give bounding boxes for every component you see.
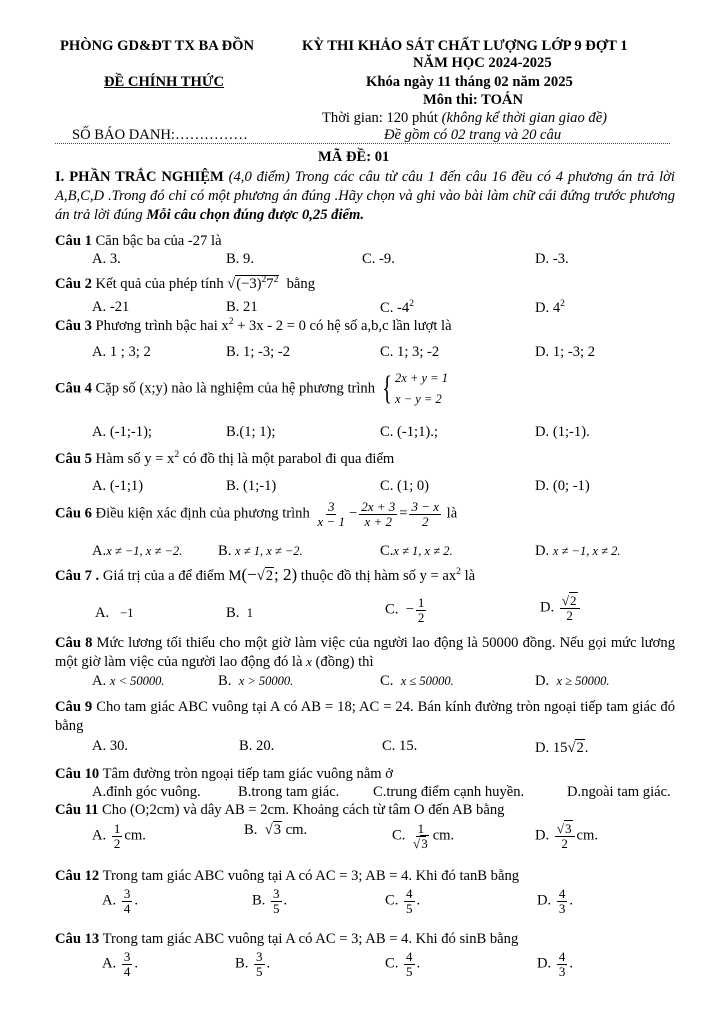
q9-option-a[interactable]: A. 30. xyxy=(92,738,129,754)
q7-option-c[interactable]: C. − $\frac{1}{2}$ xyxy=(385,595,425,625)
q4-option-c[interactable]: C. (-1;1).; xyxy=(380,424,438,440)
fraction: $\frac{3}{4}$ xyxy=(123,886,131,916)
equation-system: 2x + y = 1 x − y = 2 xyxy=(395,371,448,407)
question-10: Câu 10 Tâm đường tròn ngoại tiếp tam giác vuông nằm ở xyxy=(55,766,394,782)
q13-option-b[interactable]: B. $\frac{3}{5}$ . xyxy=(235,949,271,979)
q2-option-a[interactable]: A. -21 xyxy=(92,299,130,315)
q4-option-d[interactable]: D. (1;-1). xyxy=(535,424,590,440)
fraction: $\frac{3 - x}{2}$ xyxy=(411,499,440,529)
fraction: $\frac{4}{5}$ xyxy=(406,949,413,979)
pages-note: Đề gồm có 02 trang và 20 câu xyxy=(384,127,562,143)
time-allowed: Thời gian: 120 phút (không kể thời gian giao đề) xyxy=(322,110,608,126)
q6-option-d[interactable]: D. x ≠ −1, x ≠ 2. xyxy=(535,543,621,559)
q4-option-a[interactable]: A. (-1;-1); xyxy=(92,424,152,440)
q6-option-a[interactable]: A.x ≠ −1, x ≠ −2. xyxy=(92,543,183,559)
question-2: Câu 2 Kết quả của phép tính $√(-3)^27^2$ bằng xyxy=(55,275,315,292)
q13-option-a[interactable]: A. $\frac{3}{4}$ . xyxy=(102,949,139,979)
department-name: PHÒNG GD&ĐT TX BA ĐỒN xyxy=(60,38,255,54)
fraction: $\frac{3}{4}$ xyxy=(123,949,131,979)
q10-option-d[interactable]: D.ngoài tam giác. xyxy=(567,784,671,800)
q5-option-c[interactable]: C. (1; 0) xyxy=(380,478,430,494)
fraction: $\frac{√3}{2}$ xyxy=(555,822,575,850)
q12-option-d[interactable]: D. $\frac{4}{3}$ . xyxy=(537,886,574,916)
q13-option-d[interactable]: D. $\frac{4}{3}$ . xyxy=(537,949,574,979)
question-7: Câu 7 . Giá trị của a để điểm M(−√2; 2) thuộc đồ thị hàm số $y = ax^2$ là xyxy=(55,565,476,584)
q3-option-d[interactable]: D. 1; -3; 2 xyxy=(535,344,595,360)
q12-option-c[interactable]: C. $\frac{4}{5}$ . xyxy=(385,886,421,916)
q6-option-b[interactable]: B. x ≠ 1, x ≠ −2. xyxy=(218,543,303,559)
fraction: $\frac{1}{2}$ xyxy=(113,821,121,851)
question-4: Câu 4 Cặp số (x;y) nào là nghiệm của hệ phương trình { 2x + y = 1 x − y = 2 xyxy=(55,368,448,411)
q11-option-d[interactable]: D. $\frac{√3}{2}$ cm. xyxy=(535,821,598,851)
exam-code: MÃ ĐỀ: 01 xyxy=(318,149,390,165)
q3-option-b[interactable]: B. 1; -3; -2 xyxy=(226,344,291,360)
subject: Môn thi: TOÁN xyxy=(423,92,524,108)
fraction: $\frac{3}{5}$ xyxy=(256,949,263,979)
q11-option-c[interactable]: C. $\frac{1}{√3}$ cm. xyxy=(392,821,455,851)
question-6: Câu 6 Điều kiện xác định của phương trình $\frac{3}{x - 1}$ − $\frac{2x + 3}{x + 2}$ = $\frac{3 - x}{2}$ là xyxy=(55,499,458,529)
question-5: Câu 5 Hàm số $y = x^2$ có đồ thị là một parabol đi qua điểm xyxy=(55,450,395,467)
question-9: Câu 9 Cho tam giác ABC vuông tại A có AB = 18; AC = 24. Bán kính đường tròn ngoại tiếp tam giác đó bằng xyxy=(55,699,675,734)
q5-option-a[interactable]: A. (-1;1) xyxy=(92,478,144,494)
fraction: $\frac{4}{3}$ xyxy=(558,949,566,979)
fraction: $\frac{2x + 3}{x + 2}$ xyxy=(361,499,396,529)
q5-option-b[interactable]: B. (1;-1) xyxy=(226,478,277,494)
q10-option-b[interactable]: B.trong tam giác. xyxy=(238,784,340,800)
question-3: Câu 3 Phương trình bậc hai $x^2 + 3x - 2 = 0$ có hệ số a,b,c lần lượt là xyxy=(55,317,452,334)
exam-date: Khóa ngày 11 tháng 02 năm 2025 xyxy=(366,74,573,90)
q2-option-b[interactable]: B. 21 xyxy=(226,299,258,315)
q11-option-b[interactable]: B. √3 cm. xyxy=(244,822,308,838)
fraction: $\frac{√2}{2}$ xyxy=(560,594,580,622)
question-11: Câu 11 Cho (O;2cm) và dây AB = 2cm. Khoảng cách từ tâm O đến AB bằng xyxy=(55,802,505,818)
candidate-number: SỐ BÁO DANH:…………… xyxy=(72,127,248,143)
fraction: $\frac{4}{5}$ xyxy=(406,886,413,916)
q13-option-c[interactable]: C. $\frac{4}{5}$ . xyxy=(385,949,421,979)
fraction: $\frac{4}{3}$ xyxy=(558,886,566,916)
q4-option-b[interactable]: B.(1; 1); xyxy=(226,424,276,440)
q3-option-a[interactable]: A. 1 ; 3; 2 xyxy=(92,344,151,360)
q9-option-c[interactable]: C. 15. xyxy=(382,738,418,754)
sqrt-expression: $√(-3)^27^2$ xyxy=(227,275,279,292)
q2-option-c[interactable]: C. $-4^2$ xyxy=(380,299,414,316)
q7-option-a[interactable]: A. −1 xyxy=(95,605,134,621)
divider xyxy=(55,143,670,144)
q9-option-b[interactable]: B. 20. xyxy=(239,738,275,754)
fraction: $\frac{1}{√3}$ xyxy=(413,821,428,851)
q3-option-c[interactable]: C. 1; 3; -2 xyxy=(380,344,440,360)
q5-option-d[interactable]: D. (0; -1) xyxy=(535,478,590,494)
q1-option-c[interactable]: C. -9. xyxy=(362,251,395,267)
q2-option-d[interactable]: D. $4^2$ xyxy=(535,299,565,316)
q8-option-a[interactable]: A. x < 50000. xyxy=(92,673,165,689)
q12-option-b[interactable]: B. $\frac{3}{5}$ . xyxy=(252,886,288,916)
fraction: $\frac{3}{5}$ xyxy=(273,886,280,916)
q6-option-c[interactable]: C.x ≠ 1, x ≠ 2. xyxy=(380,543,453,559)
q10-option-a[interactable]: A.đỉnh góc vuông. xyxy=(92,784,201,800)
q8-option-c[interactable]: C. x ≤ 50000. xyxy=(380,673,454,689)
question-12: Câu 12 Trong tam giác ABC vuông tại A có AC = 3; AB = 4. Khi đó tanB bằng xyxy=(55,868,520,884)
official-label: ĐỀ CHÍNH THỨC xyxy=(104,74,225,90)
q1-option-a[interactable]: A. 3. xyxy=(92,251,121,267)
q8-option-d[interactable]: D. x ≥ 50000. xyxy=(535,673,610,689)
q7-option-b[interactable]: B. 1 xyxy=(226,605,253,621)
school-year: NĂM HỌC 2024-2025 xyxy=(413,55,552,71)
fraction: $\frac{1}{2}$ xyxy=(417,595,425,625)
fraction: $\frac{3}{x - 1}$ xyxy=(317,499,345,529)
section-instructions: I. PHẦN TRẮC NGHIỆM (4,0 điểm) Trong các câu từ câu 1 đến câu 16 đều có 4 phương án trả lời A,B,C,D .Trong đó chỉ có một phương án đúng .Hãy chọn và ghi vào bài làm chữ cái đứng trước phương án trả lời đúng Mỗi câu chọn đúng được 0,25 điểm. xyxy=(55,169,675,223)
q1-option-d[interactable]: D. -3. xyxy=(535,251,569,267)
q9-option-d[interactable]: D. 15√2. xyxy=(535,740,589,756)
q8-option-b[interactable]: B. x > 50000. xyxy=(218,673,294,689)
q1-option-b[interactable]: B. 9. xyxy=(226,251,254,267)
q12-option-a[interactable]: A. $\frac{3}{4}$ . xyxy=(102,886,139,916)
q10-option-c[interactable]: C.trung điểm cạnh huyền. xyxy=(373,784,525,800)
question-1: Câu 1 Căn bậc ba của -27 là xyxy=(55,233,222,249)
question-8: Câu 8 Mức lương tối thiểu cho một giờ làm việc của người lao động là 50000 đồng. Nếu gọi mức lương một giờ làm việc của người lao động đó là x (đồng) thì xyxy=(55,635,675,670)
q7-option-d[interactable]: D. $\frac{√2}{2}$ xyxy=(540,594,582,622)
system-brace: { xyxy=(381,370,392,408)
q11-option-a[interactable]: A. $\frac{1}{2}$ cm. xyxy=(92,821,146,851)
exam-title: KỲ THI KHẢO SÁT CHẤT LƯỢNG LỚP 9 ĐỢT 1 xyxy=(302,38,628,54)
question-13: Câu 13 Trong tam giác ABC vuông tại A có AC = 3; AB = 4. Khi đó sinB bằng xyxy=(55,931,519,947)
